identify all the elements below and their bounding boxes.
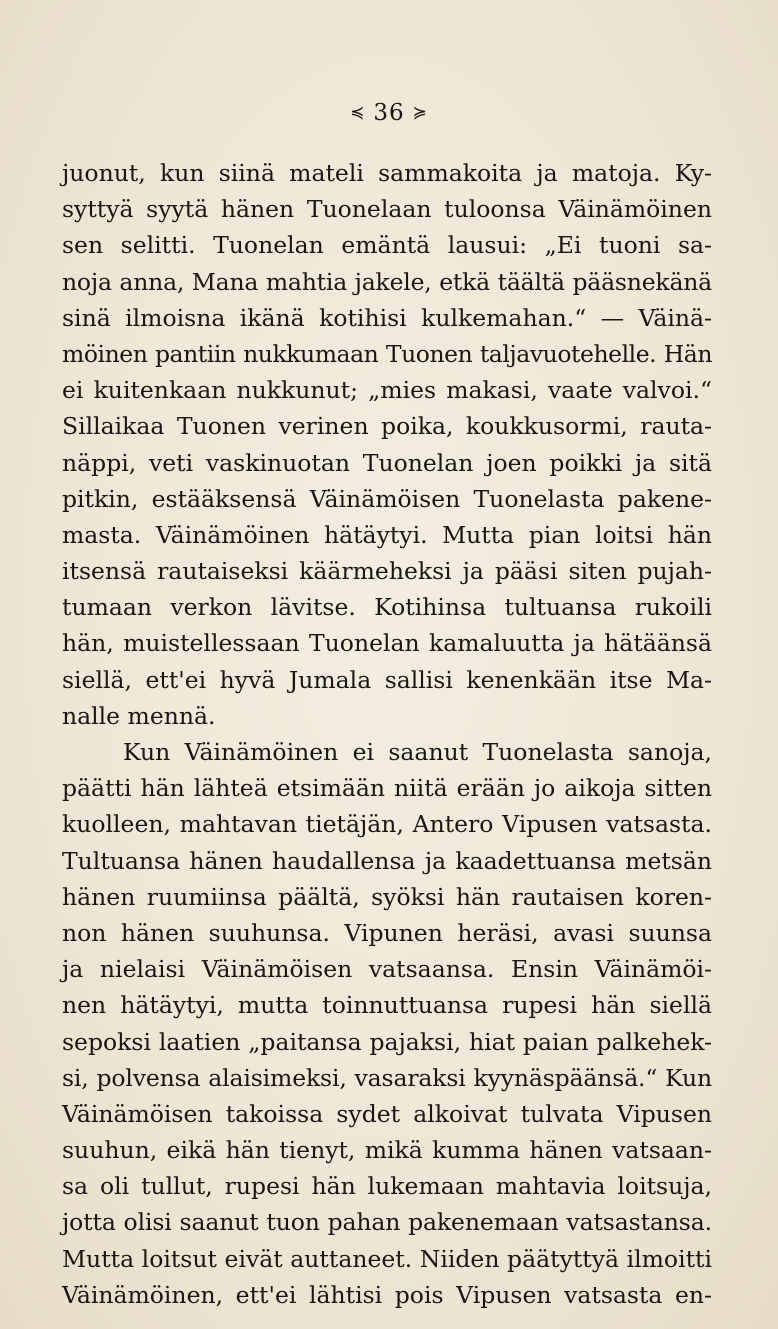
text-line: juonut, kun siinä mateli sammakoita ja matoja. Ky- (62, 159, 712, 187)
text-line: hän, muistellessaan Tuonelan kamaluutta ja hätäänsä (62, 629, 712, 658)
text-line: nen hätäytyi, mutta toinnuttuansa rupesi hän siellä (62, 991, 712, 1020)
page-header (0, 100, 778, 126)
page-number: 36 (373, 100, 405, 126)
text-line: sa oli tullut, rupesi hän lukemaan mahtavia loitsuja, (62, 1172, 712, 1201)
text-line: jotta olisi saanut tuon pahan pakenemaan vatsastansa. (62, 1208, 712, 1237)
text-line: siellä, ett'ei hyvä Jumala sallisi kenenkään itse Ma- (62, 665, 712, 694)
text-line: hänen ruumiinsa päältä, syöksi hän rautaisen koren- (62, 882, 712, 911)
paragraph-end-line: nalle mennä. (62, 701, 216, 730)
text-line: syttyä syytä hänen Tuonelaan tuloonsa Väinämöinen (62, 195, 712, 224)
text-line: päätti hän lähteä etsimään niitä erään jo aikoja sitten (62, 774, 712, 803)
text-line: masta. Väinämöinen hätäytyi. Mutta pian loitsi hän (62, 520, 712, 549)
body-text (62, 155, 712, 1313)
text-line: itsensä rautaiseksi käärmeheksi ja pääsi siten pujah- (62, 557, 712, 586)
text-line: ja nielaisi Väinämöisen vatsaansa. Ensin Väinämöi- (62, 955, 712, 984)
text-line: sinä ilmoisna ikänä kotihisi kulkemahan.“ — Väinä- (62, 303, 712, 332)
text-line: noja anna, Mana mahtia jakele, etkä täältä pääsnekänä (62, 267, 712, 296)
left-ornament: ≼ (350, 103, 366, 123)
text-line: Väinämöinen, ett'ei lähtisi pois Vipusen vatsasta en- (62, 1280, 712, 1309)
text-line: tumaan verkon lävitse. Kotihinsa tultuansa rukoili (62, 593, 712, 622)
paragraph-start-line: Kun Väinämöinen ei saanut Tuonelasta sanoja, (123, 738, 712, 766)
text-line: Sillaikaa Tuonen verinen poika, koukkusormi, rauta- (62, 412, 712, 441)
text-line: Tultuansa hänen haudallensa ja kaadettuansa metsän (62, 846, 712, 875)
text-line: suuhun, eikä hän tienyt, mikä kumma hänen vatsaan- (62, 1136, 712, 1165)
text-line: ei kuitenkaan nukkunut; „mies makasi, vaate valvoi.“ (62, 376, 712, 405)
text-line: Väinämöisen takoissa sydet alkoivat tulvata Vipusen (62, 1099, 712, 1128)
right-ornament: ≽ (412, 103, 428, 123)
text-line: möinen pantiin nukkumaan Tuonen taljavuotehelle. Hän (62, 339, 712, 368)
text-line: Mutta loitsut eivät auttaneet. Niiden päätyttyä ilmoitti (62, 1244, 712, 1273)
text-line: näppi, veti vaskinuotan Tuonelan joen poikki ja sitä (62, 448, 712, 477)
text-line: pitkin, estääksensä Väinämöisen Tuonelasta pakene- (62, 484, 712, 513)
text-line: non hänen suuhunsa. Vipunen heräsi, avasi suunsa (62, 918, 712, 947)
text-line: sen selitti. Tuonelan emäntä lausui: „Ei tuoni sa- (62, 231, 712, 260)
text-line: sepoksi laatien „paitansa pajaksi, hiat paian palkehek- (62, 1027, 712, 1056)
text-line: kuolleen, mahtavan tietäjän, Antero Vipusen vatsasta. (62, 810, 712, 839)
text-line: si, polvensa alaisimeksi, vasaraksi kyynäspäänsä.“ Kun (62, 1063, 712, 1092)
